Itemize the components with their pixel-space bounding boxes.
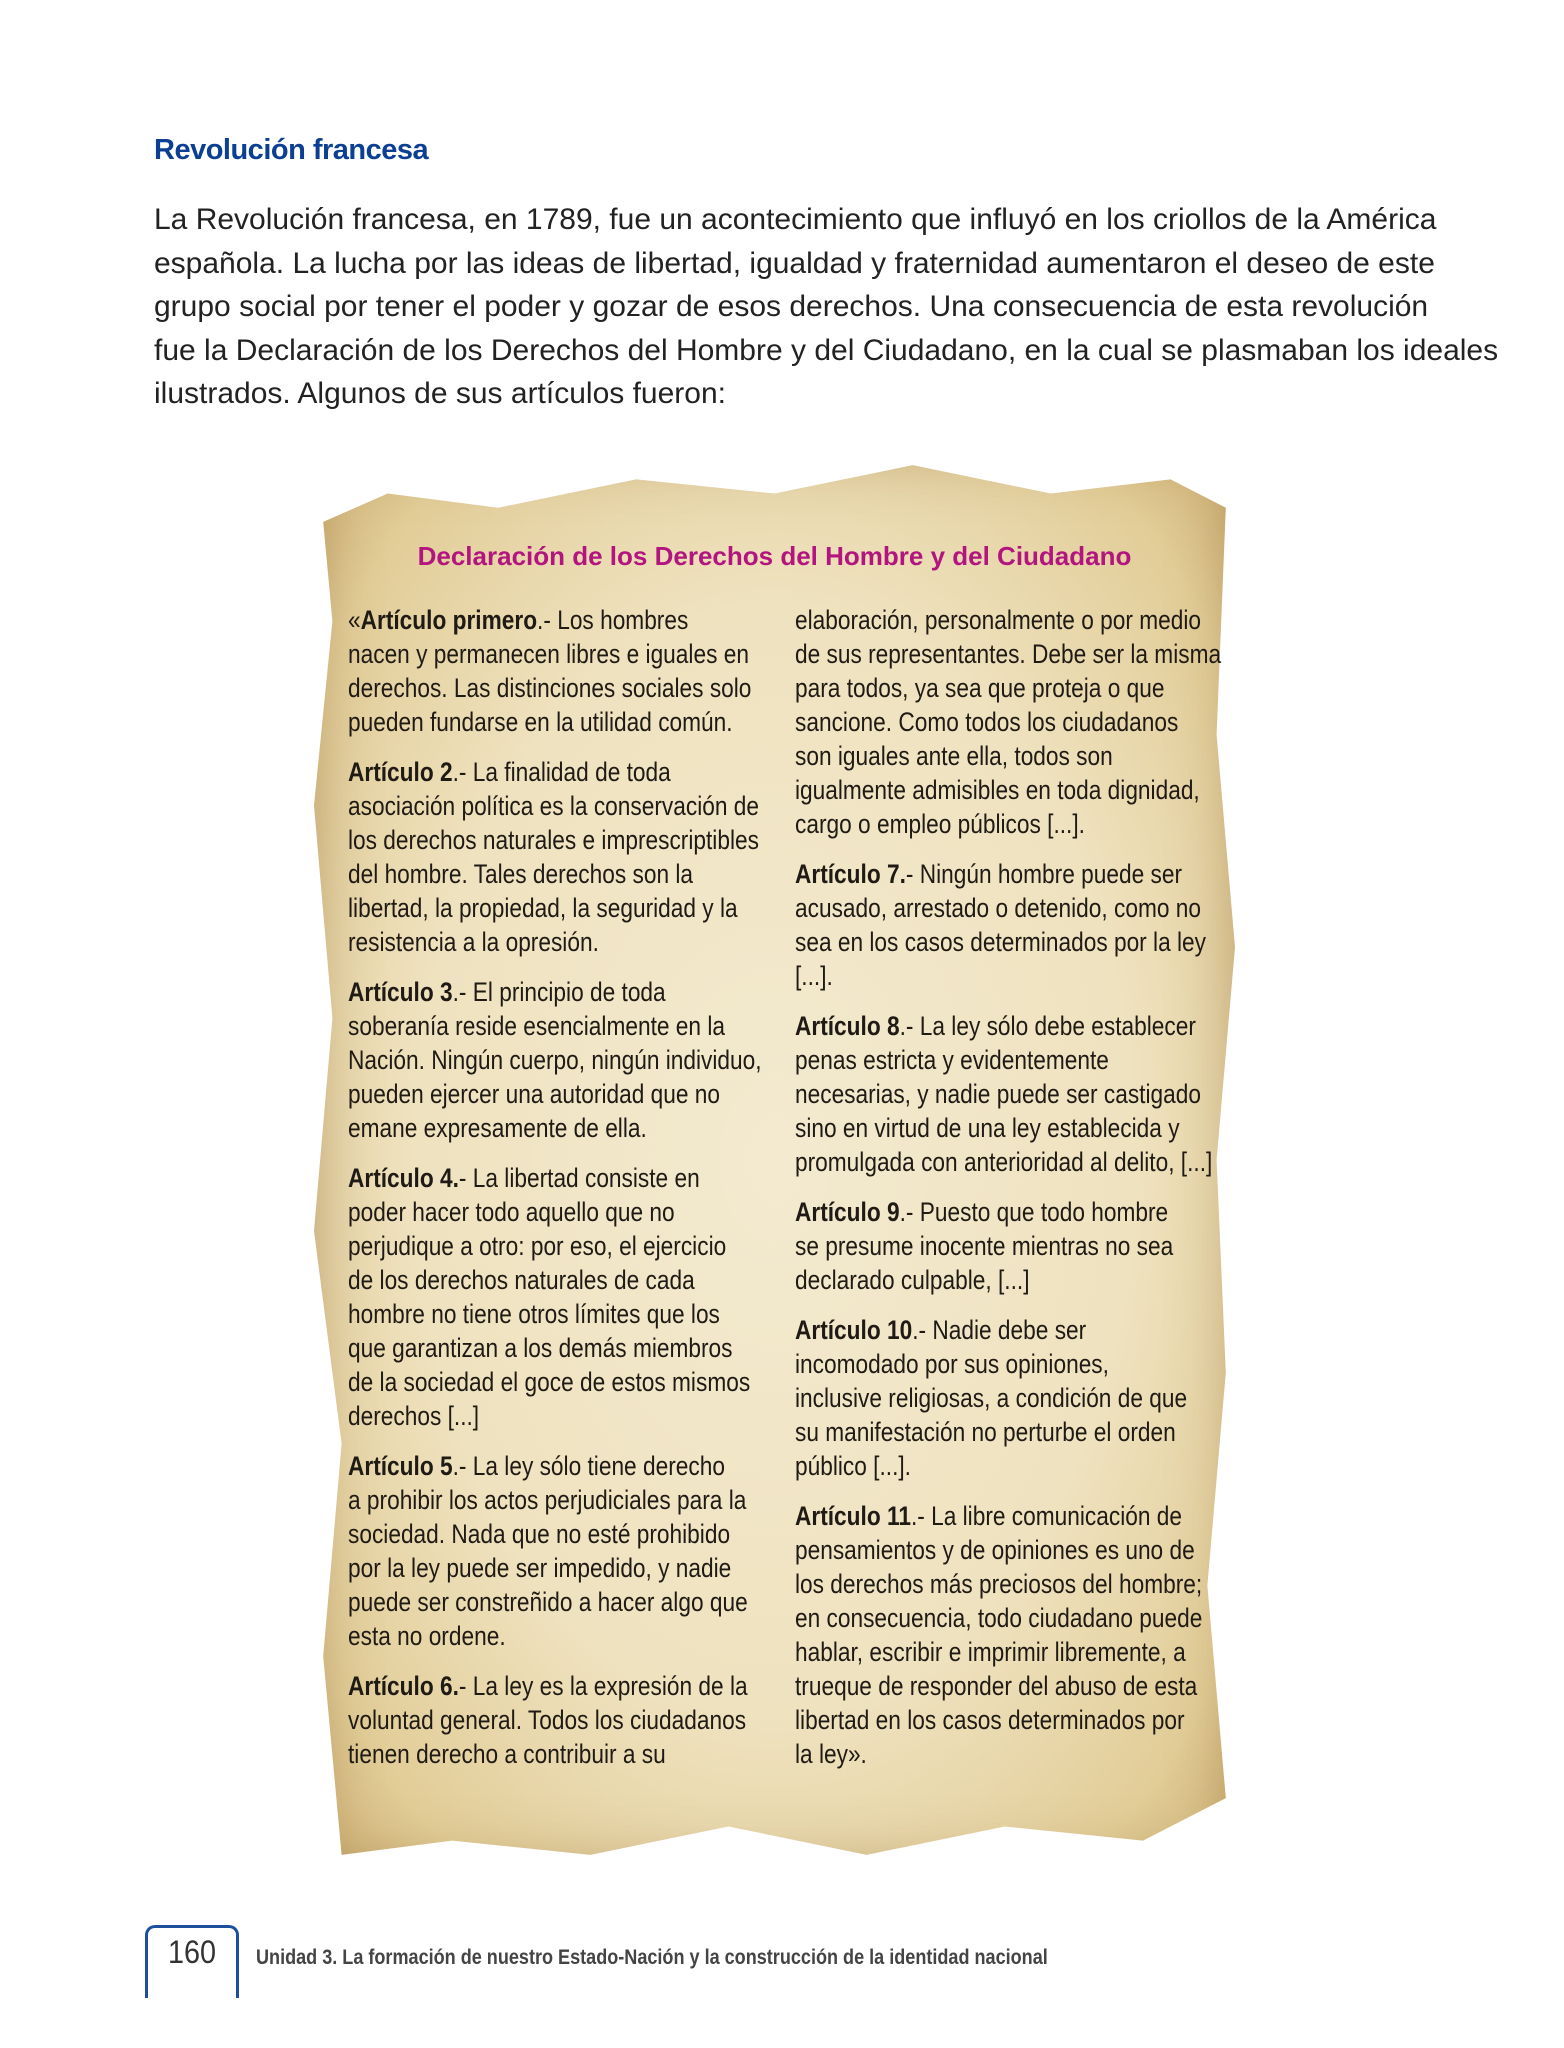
intro-line: grupo social por tener el poder y gozar de esos derechos. Una consecuencia de esta revolución	[154, 290, 1429, 323]
article-line: los derechos más preciosos del hombre;	[795, 1569, 1203, 1599]
article	[348, 1669, 840, 1771]
article	[795, 1499, 1302, 1771]
article	[348, 603, 840, 739]
article-line: sociedad. Nada que no esté prohibido	[348, 1519, 731, 1549]
article-line: hombre no tiene otros límites que los	[348, 1299, 720, 1329]
article-line: soberanía reside esencialmente en la	[348, 1011, 725, 1041]
article-line	[348, 975, 762, 1009]
article-line: promulgada con anterioridad al delito, [...]	[795, 1147, 1213, 1177]
article-line: de los derechos naturales de cada	[348, 1265, 695, 1295]
article-label: Artículo primero	[360, 605, 538, 635]
article-line: perjudique a otro: por eso, el ejercicio	[348, 1231, 727, 1261]
article-label: Artículo 3	[348, 977, 453, 1007]
article-line: derechos [...]	[348, 1401, 480, 1431]
intro-paragraph	[154, 198, 1499, 416]
article-line: declarado culpable, [...]	[795, 1265, 1030, 1295]
article-line	[795, 1195, 1221, 1229]
article-line: de la sociedad el goce de estos mismos	[348, 1367, 751, 1397]
article-line	[348, 755, 762, 789]
article-text: .- La ley sólo tiene derecho	[452, 1451, 725, 1481]
article-line: son iguales ante ella, todos son	[795, 741, 1113, 771]
article-line	[348, 1669, 762, 1703]
article-line: sea en los casos determinados por la ley	[795, 927, 1206, 957]
intro-line: española. La lucha por las ideas de libertad, igualdad y fraternidad aumentaron el deseo de este	[154, 246, 1435, 280]
article-label: Artículo 11	[795, 1501, 911, 1531]
article-text: - La libertad consiste en	[458, 1163, 700, 1193]
article-line: necesarias, y nadie puede ser castigado	[795, 1079, 1201, 1109]
article-line: se presume inocente mientras no sea	[795, 1231, 1174, 1261]
article-line: pueden ejercer una autoridad que no	[348, 1079, 721, 1109]
article-line	[795, 1009, 1221, 1043]
article-text: .- El principio de toda	[452, 977, 666, 1007]
article-line: resistencia a la opresión.	[348, 927, 599, 957]
article-text: - La ley es la expresión de la	[458, 1671, 748, 1701]
article-label: Artículo 5	[348, 1451, 453, 1481]
article-line: en consecuencia, todo ciudadano puede	[795, 1603, 1203, 1633]
article-line	[348, 603, 762, 637]
article-line	[348, 1161, 762, 1195]
article	[348, 975, 840, 1145]
article-line: emane expresamente de ella.	[348, 1113, 647, 1143]
article-line	[795, 857, 1221, 891]
article-line: por la ley puede ser impedido, y nadie	[348, 1553, 732, 1583]
intro-line: ilustrados. Algunos de sus artículos fueron:	[154, 377, 726, 410]
article-text: elaboración, personalmente o por medio	[795, 605, 1201, 635]
article-label: Artículo 9	[795, 1197, 900, 1227]
article-line	[348, 1449, 762, 1483]
article-line: hablar, escribir e imprimir libremente, a	[795, 1637, 1186, 1667]
section-title: Revolución francesa	[154, 134, 429, 166]
article-label: Artículo 2	[348, 757, 453, 787]
article	[795, 857, 1302, 993]
article-line: pueden fundarse en la utilidad común.	[348, 707, 733, 737]
article-line: libertad en los casos determinados por	[795, 1705, 1185, 1735]
article	[348, 1161, 840, 1433]
article	[795, 603, 1302, 841]
article-line: inclusive religiosas, a condición de que	[795, 1383, 1188, 1413]
article-line: que garantizan a los demás miembros	[348, 1333, 733, 1363]
article-line	[795, 603, 1221, 637]
article-line: asociación política es la conservación de	[348, 791, 760, 821]
article-line: sancione. Como todos los ciudadanos	[795, 707, 1179, 737]
article-text: .- Los hombres	[537, 605, 689, 635]
article-line: trueque de responder del abuso de esta	[795, 1671, 1198, 1701]
article-label: Artículo 4.	[348, 1163, 459, 1193]
quote-mark: «	[348, 605, 361, 635]
article-text: - Ningún hombre puede ser	[905, 859, 1183, 889]
article-label: Artículo 6.	[348, 1671, 459, 1701]
article-line: puede ser constreñido a hacer algo que	[348, 1587, 748, 1617]
article-line: cargo o empleo públicos [...].	[795, 809, 1085, 839]
declaration-right-column	[795, 603, 1302, 1787]
article-label: Artículo 10	[795, 1315, 913, 1345]
article	[348, 1449, 840, 1653]
article-line: a prohibir los actos perjudiciales para la	[348, 1485, 747, 1515]
article-text: .- La finalidad de toda	[452, 757, 671, 787]
article-line: público [...].	[795, 1451, 911, 1481]
article-line: voluntad general. Todos los ciudadanos	[348, 1705, 747, 1735]
article-line: acusado, arrestado o detenido, como no	[795, 893, 1201, 923]
article-line: derechos. Las distinciones sociales solo	[348, 673, 752, 703]
article	[795, 1195, 1302, 1297]
article-label: Artículo 8	[795, 1011, 900, 1041]
article-line: tienen derecho a contribuir a su	[348, 1739, 666, 1769]
article-line: su manifestación no perturbe el orden	[795, 1417, 1176, 1447]
article-line: libertad, la propiedad, la seguridad y la	[348, 893, 738, 923]
page-number: 160	[167, 1934, 217, 1970]
declaration-left-column	[348, 603, 840, 1787]
article-line: los derechos naturales e imprescriptibles	[348, 825, 759, 855]
intro-line: La Revolución francesa, en 1789, fue un acontecimiento que influyó en los criollos de la América	[154, 203, 1437, 236]
article-line: de sus representantes. Debe ser la misma	[795, 639, 1222, 669]
article-label: Artículo 7.	[795, 859, 906, 889]
article-line: sino en virtud de una ley establecida y	[795, 1113, 1180, 1143]
article-text: .- Nadie debe ser	[912, 1315, 1087, 1345]
article-line	[795, 1499, 1221, 1533]
article-line: esta no ordene.	[348, 1621, 506, 1651]
declaration-title: Declaración de los Derechos del Hombre y del Ciudadano	[417, 541, 1132, 571]
article-line: incomodado por sus opiniones,	[795, 1349, 1109, 1379]
article	[795, 1009, 1302, 1179]
footer-unit-title: Unidad 3. La formación de nuestro Estado-Nación y la construcción de la identidad nacional	[256, 1946, 1048, 1969]
article-line: penas estricta y evidentemente	[795, 1045, 1109, 1075]
article-line: [...].	[795, 961, 833, 991]
article-line: del hombre. Tales derechos son la	[348, 859, 694, 889]
article-line: Nación. Ningún cuerpo, ningún individuo,	[348, 1045, 762, 1075]
article-line: pensamientos y de opiniones es uno de	[795, 1535, 1195, 1565]
article-text: .- La ley sólo debe establecer	[899, 1011, 1196, 1041]
article	[348, 755, 840, 959]
article-line: igualmente admisibles en toda dignidad,	[795, 775, 1200, 805]
article	[795, 1313, 1302, 1483]
article-text: .- Puesto que todo hombre	[899, 1197, 1169, 1227]
article-line: nacen y permanecen libres e iguales en	[348, 639, 749, 669]
article-line: para todos, ya sea que proteja o que	[795, 673, 1165, 703]
article-line	[795, 1313, 1221, 1347]
article-text: .- La libre comunicación de	[910, 1501, 1183, 1531]
article-line: poder hacer todo aquello que no	[348, 1197, 675, 1227]
article-line: la ley».	[795, 1739, 867, 1769]
intro-line: fue la Declaración de los Derechos del Hombre y del Ciudadano, en la cual se plasmaban los ideales	[154, 333, 1499, 367]
